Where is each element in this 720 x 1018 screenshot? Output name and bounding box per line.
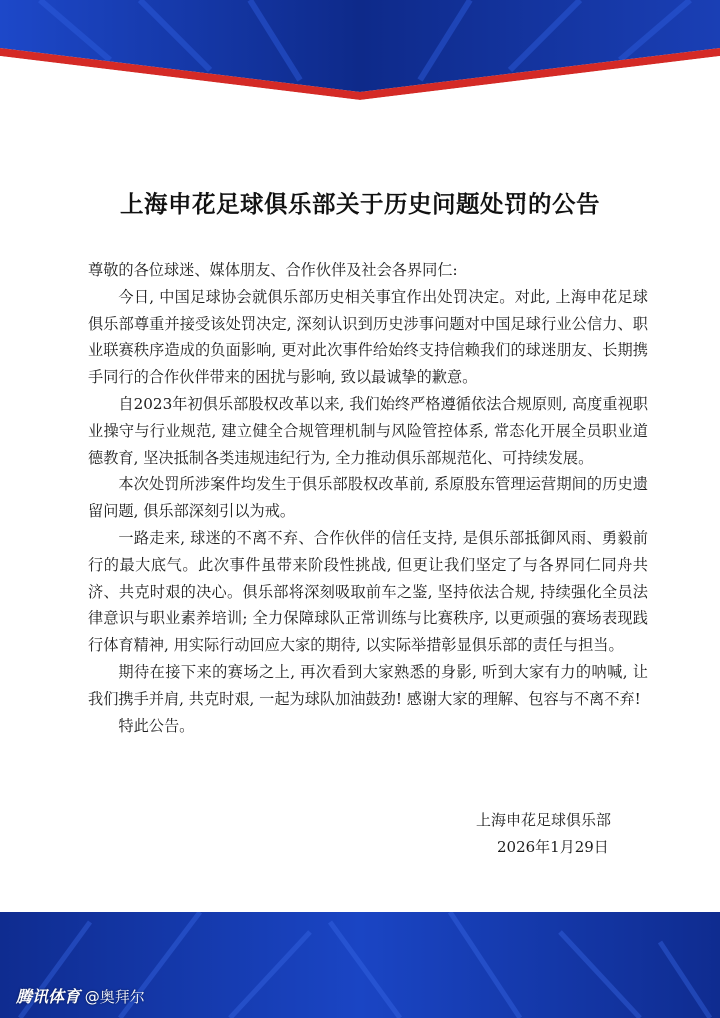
document-body — [88, 257, 648, 739]
document-title: 上海申花足球俱乐部关于历史问题处罚的公告 — [120, 190, 600, 218]
watermark — [16, 984, 145, 1007]
paragraph: 一路走来, 球迷的不离不弃、合作伙伴的信任支持, 是俱乐部抵御风雨、勇毅前行的最大底气。此次事件虽带来阶段性挑战, 但更让我们坚定了与各界同仁同舟共济、共克时艰的决心。俱乐部将深刻吸取前车之鉴, 坚持依法合规, 持续强化全员法律意识与职业素养培训; 全力保障球队正常训练与比赛秩序, 以更顽强的赛场表现践行体育精神, 用实际行动回应大家的期待, 以实际举措彰显俱乐部的责任与担当。 — [88, 528, 648, 655]
watermark-handle: @奥拜尔 — [84, 988, 145, 1006]
signature-organization: 上海申花足球俱乐部 — [476, 811, 612, 829]
paragraph: 期待在接下来的赛场之上, 再次看到大家熟悉的身影, 听到大家有力的呐喊, 让我们携手并肩, 共克时艰, 一起为球队加油鼓劲! 感谢大家的理解、包容与不离不弃! — [88, 662, 648, 708]
signature-date: 2026年1月29日 — [497, 838, 609, 856]
salutation: 尊敬的各位球迷、媒体朋友、合作伙伴及社会各界同仁: — [88, 261, 458, 279]
closing-paragraph: 特此公告。 — [118, 716, 195, 735]
watermark-brand: 腾讯体育 — [16, 987, 81, 1006]
paragraph: 本次处罚所涉案件均发生于俱乐部股权改革前, 系原股东管理运营期间的历史遗留问题, 俱乐部深刻引以为戒。 — [88, 475, 648, 521]
signature-block — [430, 807, 670, 861]
top-decorative-banner — [0, 0, 720, 120]
paragraph: 自2023年初俱乐部股权改革以来, 我们始终严格遵循依法合规原则, 高度重视职业操守与行业规范, 建立健全合规管理机制与风险管控体系, 常态化开展全员职业道德教育, 坚决抵制各类违规违纪行为, 全力推动俱乐部规范化、可持续发展。 — [88, 394, 648, 467]
paragraph: 今日, 中国足球协会就俱乐部历史相关事宜作出处罚决定。对此, 上海申花足球俱乐部尊重并接受该处罚决定, 深刻认识到历史涉事问题对中国足球行业公信力、职业联赛秩序造成的负面影响, 更对此次事件给始终支持信赖我们的球迷朋友、长期携手同行的合作伙伴带来的困扰与影响, 致以最诚挚的歉意。 — [88, 287, 648, 387]
